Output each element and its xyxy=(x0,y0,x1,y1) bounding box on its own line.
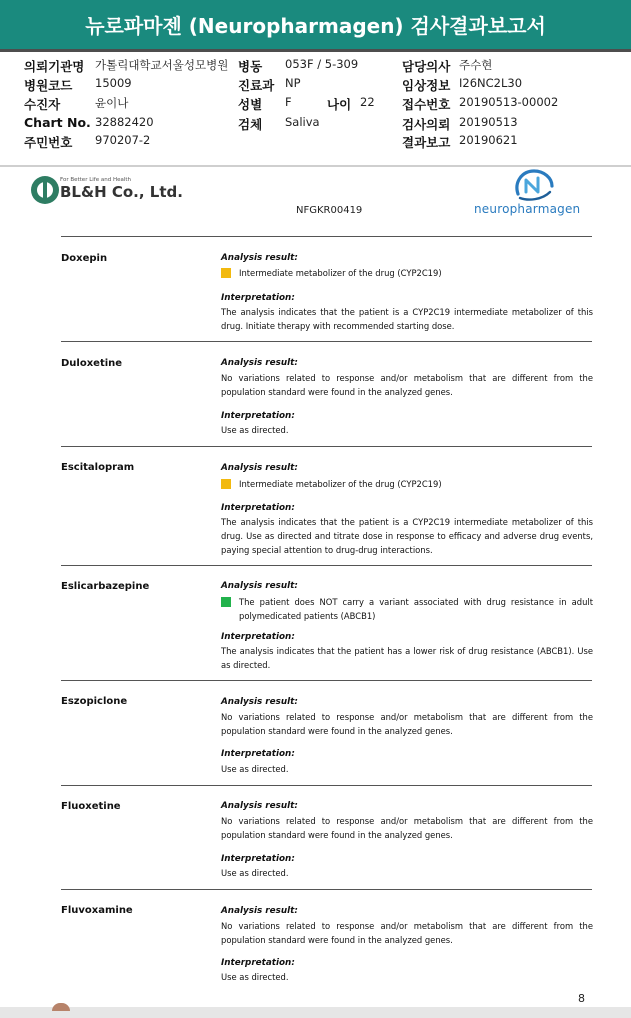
physician-label: 담당의사 xyxy=(402,59,451,74)
department-label: 진료과 xyxy=(238,78,275,93)
sex-label: 성별 xyxy=(238,97,263,112)
section-divider xyxy=(61,565,592,566)
analysis-result-text: Intermediate metabolizer of the drug (CYP2C19) xyxy=(239,268,442,278)
interpretation-text: Use as directed. xyxy=(221,972,289,982)
institution-label: 의뢰기관명 xyxy=(24,59,85,74)
specimen-value: Saliva xyxy=(285,115,320,129)
clinical-info-label: 임상정보 xyxy=(402,78,451,93)
analysis-result-label: Analysis result: xyxy=(221,581,298,591)
receipt-no-value: 20190513-00002 xyxy=(459,95,559,109)
analysis-result-label: Analysis result: xyxy=(221,906,298,916)
interpretation-label: Interpretation: xyxy=(221,293,295,303)
analysis-result-label: Analysis result: xyxy=(221,463,298,473)
sex-value: F xyxy=(285,95,292,109)
interpretation-text: Use as directed. xyxy=(221,425,289,435)
drug-name: Eszopiclone xyxy=(61,696,128,707)
age-label: 나이 xyxy=(327,97,352,112)
section-divider xyxy=(61,889,592,890)
institution-value: 가톨릭대학교서울성모병원 xyxy=(95,58,229,72)
brand-name: neuropharmagen xyxy=(474,202,581,216)
clinical-info-value: I26NC2L30 xyxy=(459,76,523,90)
patient-name-label: 수진자 xyxy=(24,97,61,112)
interpretation-label: Interpretation: xyxy=(221,958,295,968)
analysis-result-text: No variations related to response and/or metabolism that are different from the population standard were found in the analyzed genes. xyxy=(221,373,593,397)
drug-name: Duloxetine xyxy=(61,358,123,369)
patient-info-panel xyxy=(0,52,631,165)
hospital-code-value: 15009 xyxy=(95,76,132,90)
specimen-label: 검체 xyxy=(238,117,263,132)
analysis-result-label: Analysis result: xyxy=(221,697,298,707)
drug-name: Escitalopram xyxy=(61,462,135,473)
analysis-result-text: No variations related to response and/or metabolism that are different from the population standard were found in the analyzed genes. xyxy=(221,816,593,840)
company-name: BL&H Co., Ltd. xyxy=(60,183,183,201)
drug-name: Fluoxetine xyxy=(61,801,121,812)
neuropharmagen-logo xyxy=(474,168,600,220)
section-divider xyxy=(61,785,592,786)
footer-mark-icon xyxy=(52,1003,70,1011)
receipt-no-label: 접수번호 xyxy=(402,97,451,112)
interpretation-label: Interpretation: xyxy=(221,749,295,759)
interpretation-text: The analysis indicates that the patient is a CYP2C19 intermediate metabolizer of this drug. Initiate therapy with recommended starting dose. xyxy=(221,307,593,331)
report-date-value: 20190621 xyxy=(459,133,518,147)
section-divider xyxy=(61,680,592,681)
company-tagline: For Better Life and Health xyxy=(60,177,132,183)
drug-name: Fluvoxamine xyxy=(61,905,133,916)
drug-name: Doxepin xyxy=(61,253,108,264)
interpretation-label: Interpretation: xyxy=(221,854,295,864)
ward-value: 053F / 5-309 xyxy=(285,57,359,71)
analysis-result-label: Analysis result: xyxy=(221,253,298,263)
analysis-result-label: Analysis result: xyxy=(221,358,298,368)
blh-emblem-icon xyxy=(31,176,59,204)
patient-name-value: 윤이나 xyxy=(95,96,129,110)
chart-no-value: 32882420 xyxy=(95,115,154,129)
neuropharmagen-emblem-icon xyxy=(512,168,558,202)
chart-no-label: Chart No. xyxy=(24,115,91,130)
interpretation-label: Interpretation: xyxy=(221,503,295,513)
analysis-result-label: Analysis result: xyxy=(221,801,298,811)
hospital-code-label: 병원코드 xyxy=(24,78,73,93)
id-no-value: 970207-2 xyxy=(95,133,151,147)
drug-name: Eslicarbazepine xyxy=(61,581,150,592)
page-footer-bar xyxy=(0,1007,631,1018)
interpretation-text: The analysis indicates that the patient is a CYP2C19 intermediate metabolizer of this drug. Use as directed and titrate dose in response to efficacy and adverse drug events, paying special attention to drug-drug interactions. xyxy=(221,517,593,555)
analysis-result-text: No variations related to response and/or metabolism that are different from the population standard were found in the analyzed genes. xyxy=(221,712,593,736)
department-value: NP xyxy=(285,76,301,90)
section-divider xyxy=(61,236,592,237)
interpretation-text: Use as directed. xyxy=(221,868,289,878)
page-number: 8 xyxy=(578,992,585,1005)
analysis-result-text: No variations related to response and/or metabolism that are different from the population standard were found in the analyzed genes. xyxy=(221,921,593,945)
analysis-result-text: Intermediate metabolizer of the drug (CYP2C19) xyxy=(239,479,442,489)
report-title: 뉴로파마젠 (Neuropharmagen) 검사결과보고서 xyxy=(0,0,631,49)
interpretation-label: Interpretation: xyxy=(221,411,295,421)
intermediate-metabolizer-marker-icon xyxy=(221,268,231,278)
interpretation-text: Use as directed. xyxy=(221,764,289,774)
interpretation-label: Interpretation: xyxy=(221,632,295,642)
physician-value: 주수현 xyxy=(459,58,493,72)
blh-logo xyxy=(31,176,183,210)
intermediate-metabolizer-marker-icon xyxy=(221,479,231,489)
report-date-label: 결과보고 xyxy=(402,135,451,150)
request-date-value: 20190513 xyxy=(459,115,518,129)
ward-label: 병동 xyxy=(238,59,263,74)
section-divider xyxy=(61,446,592,447)
age-value: 22 xyxy=(360,95,375,109)
report-code: NFGKR00419 xyxy=(296,205,363,216)
id-no-label: 주민번호 xyxy=(24,135,73,150)
analysis-result-text: The patient does NOT carry a variant associated with drug resistance in adult polymedicated patients (ABCB1) xyxy=(239,597,593,621)
section-divider xyxy=(61,341,592,342)
interpretation-text: The analysis indicates that the patient has a lower risk of drug resistance (ABCB1). Use as directed. xyxy=(221,646,593,670)
no-resistance-marker-icon xyxy=(221,597,231,607)
request-date-label: 검사의뢰 xyxy=(402,117,451,132)
